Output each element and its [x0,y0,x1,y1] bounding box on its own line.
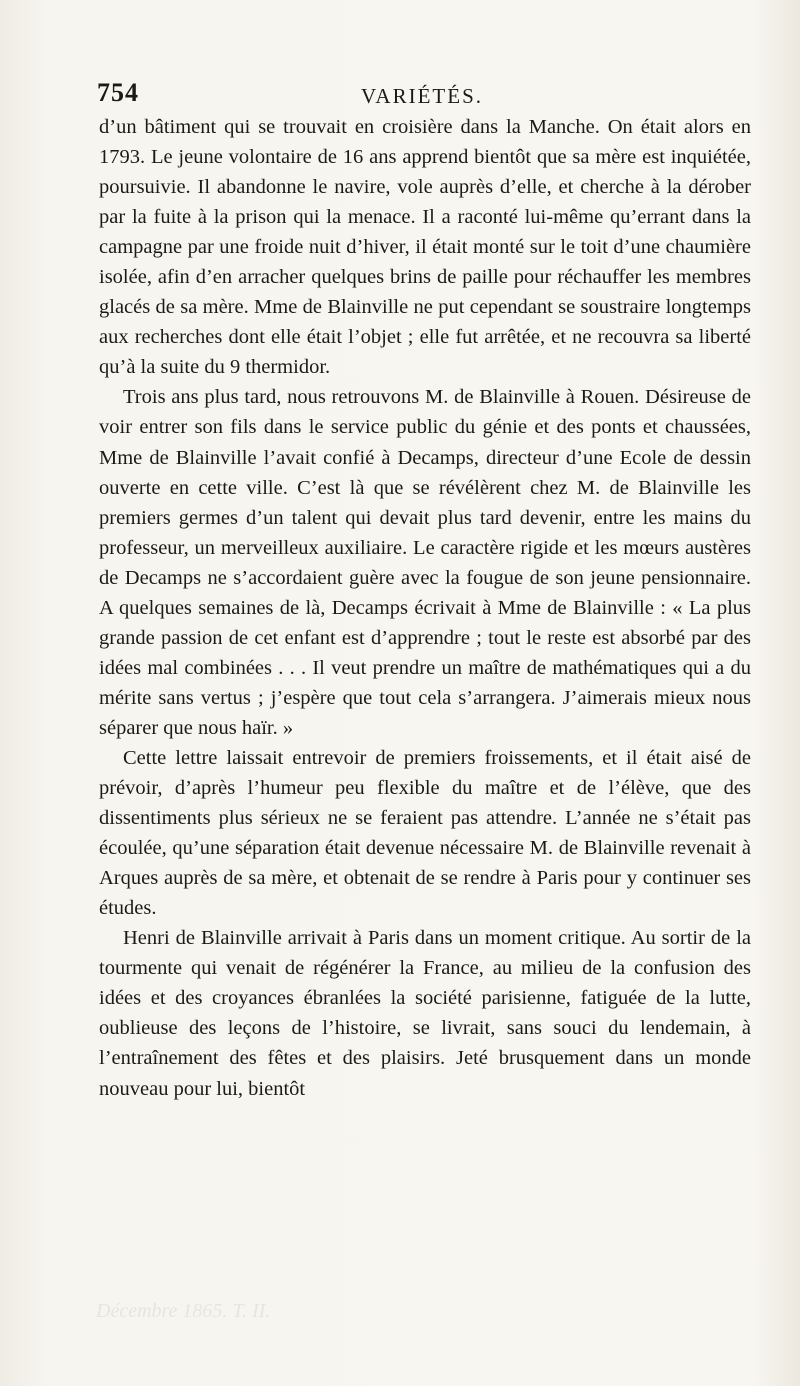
body-text [99,112,751,1104]
bleed-through-text: Décembre 1865. T. II. [96,1300,271,1322]
paragraph-1: d’un bâtiment qui se trouvait en croisière dans la Manche. On était alors en 1793. Le jeune volontaire de 16 ans apprend bientôt que sa mère est inquiétée, poursuivie. Il abandonne le navire, vole auprès d’elle, et cherche à la dérober par la fuite à la prison qui la menace. Il a raconté lui-même qu’errant dans la campagne par une froide nuit d’hiver, il était monté sur le toit d’une chaumière isolée, afin d’en arracher quelques brins de paille pour réchauffer les membres glacés de sa mère. Mme de Blainville ne put cependant se soustraire longtemps aux recherches dont elle était l’objet ; elle fut arrêtée, et ne recouvra sa liberté qu’à la suite du 9 thermidor. [99,116,751,379]
paragraph-4: Henri de Blainville arrivait à Paris dans un moment critique. Au sortir de la tourmente qui venait de régénérer la France, au milieu de la confusion des idées et des croyances ébranlées la société parisienne, fatiguée de la lutte, oublieuse des leçons de l’histoire, se livrait, sans souci du lendemain, à l’entraînement des fêtes et des plaisirs. Jeté brusquement dans un monde nouveau pour lui, bientôt [99,927,751,1100]
page-number: 754 [97,78,139,107]
paragraph-3: Cette lettre laissait entrevoir de premiers froissements, et il était aisé de prévoir, d’après l’humeur peu flexible du maître et de l’élève, que des dissentiments plus sérieux ne se feraient pas attendre. L’année ne s’était pas écoulée, qu’une séparation était devenue nécessaire M. de Blainville revenait à Arques auprès de sa mère, et obtenait de se rendre à Paris pour y continuer ses études. [99,746,751,920]
running-head: VARIÉTÉS. [360,84,484,108]
paragraph-2: Trois ans plus tard, nous retrouvons M. de Blainville à Rouen. Désireuse de voir entrer son fils dans le service public du génie et des ponts et chaussées, Mme de Blainville l’avait confié à Decamps, directeur d’une Ecole de dessin ouverte en cette ville. C’est là que se révélèrent chez M. de Blainville les premiers germes d’un talent qui devait plus tard devenir, entre les mains du professeur, un merveilleux auxiliaire. Le caractère rigide et les mœurs austères de Decamps ne s’accordaient guère avec la fougue de son jeune pensionnaire. A quelques semaines de là, Decamps écrivait à Mme de Blainville : « La plus grande passion de cet enfant est d’apprendre ; tout le reste est absorbé par des idées mal combinées . . . Il veut prendre un maître de mathématiques qui a du mérite sans vertus ; j’espère que tout cela s’arrangera. J’aimerais mieux nous séparer que nous haïr. » [99,386,751,739]
page-header [97,78,747,110]
